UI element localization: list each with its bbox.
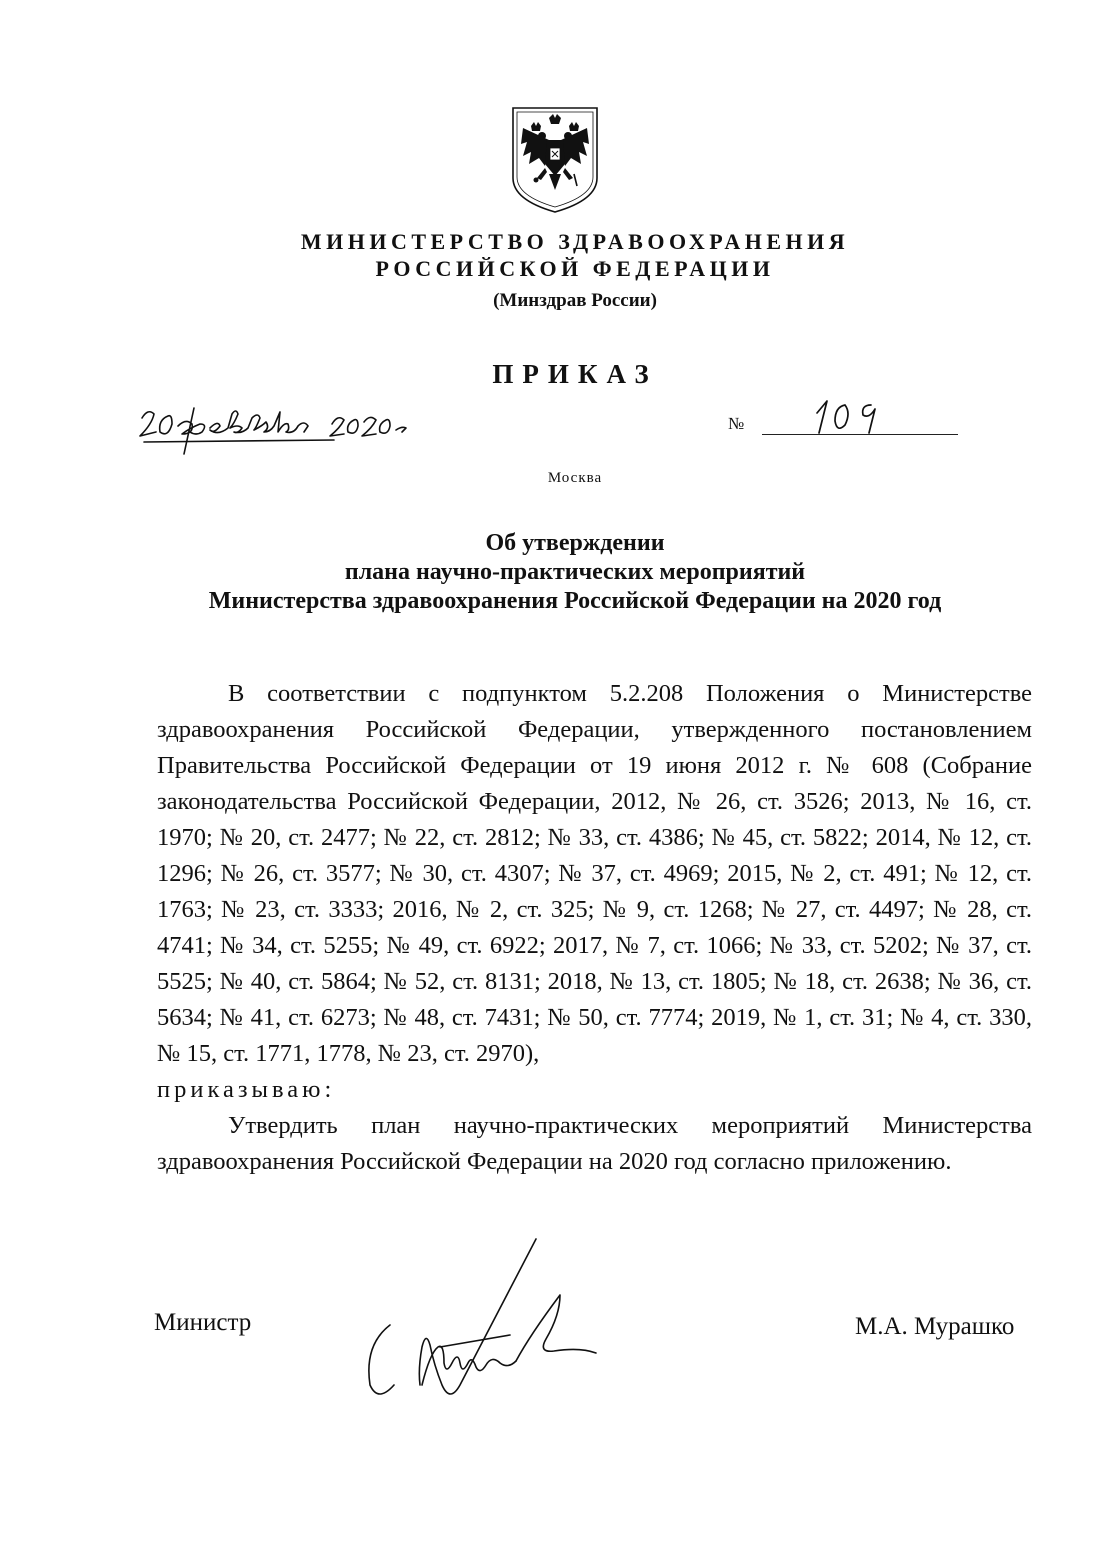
handwritten-date	[138, 398, 438, 458]
ministry-name-line2: РОССИЙСКОЙ ФЕДЕРАЦИИ	[375, 256, 775, 281]
title-line3: Министерства здравоохранения Российской Федерации на 2020 год	[208, 588, 942, 614]
basis-paragraph: В соответствии с подпунктом 5.2.208 Положения о Министерстве здравоохранения Российской Федерации, утвержденного постановлением Правительства Российской Федерации от 19 июня 2012 г. № 608 (Собрание законодательства Российской Федерации, 2012, № 26, ст. 3526; 2013, № 16, ст. 1970; № 20, ст. 2477; № 22, ст. 2812; № 33, ст. 4386; № 45, ст. 5822; 2014, № 12, ст. 1296; № 26, ст. 3577; № 30, ст. 4307; № 37, ст. 4969; 2015, № 2, ст. 491; № 12, ст. 1763; № 23, ст. 3333; 2016, № 2, ст. 325; № 9, ст. 1268; № 27, ст. 4497; № 28, ст. 4741; № 34, ст. 5255; № 49, ст. 6922; 2017, № 7, ст. 1066; № 33, ст. 5202; № 37, ст. 5525; № 40, ст. 5864; № 52, ст. 8131; 2018, № 13, ст. 1805; № 18, ст. 2638; № 36, ст. 5634; № 41, ст. 6273; № 48, ст. 7431; № 50, ст. 7774; 2019, № 1, ст. 31; № 4, ст. 330, № 15, ст. 1771, 1778, № 23, ст. 2970),	[157, 680, 1032, 1067]
ministry-name-line1: МИНИСТЕРСТВО ЗДРАВООХРАНЕНИЯ	[300, 229, 850, 254]
document-type: ПРИКАЗ	[492, 359, 658, 389]
document-body	[157, 676, 1032, 1180]
title-line2: плана научно-практических мероприятий	[344, 559, 806, 585]
coat-of-arms-icon	[509, 104, 601, 216]
decision-paragraph: Утвердить план научно-практических мероприятий Министерства здравоохранения Российской Федерации на 2020 год согласно приложению.	[157, 1112, 1032, 1175]
title-line1: Об утверждении	[485, 530, 665, 556]
order-word: приказываю:	[157, 1076, 336, 1103]
city: Москва	[547, 470, 603, 486]
document-title	[140, 529, 1010, 616]
signatory-role: Министр	[154, 1309, 252, 1336]
number-label: №	[728, 414, 745, 433]
signatory-name: М.А. Мурашко	[855, 1313, 1015, 1340]
signature-icon	[360, 1235, 610, 1415]
ministry-short-name: (Минздрав России)	[493, 290, 657, 311]
handwritten-number	[805, 395, 905, 440]
